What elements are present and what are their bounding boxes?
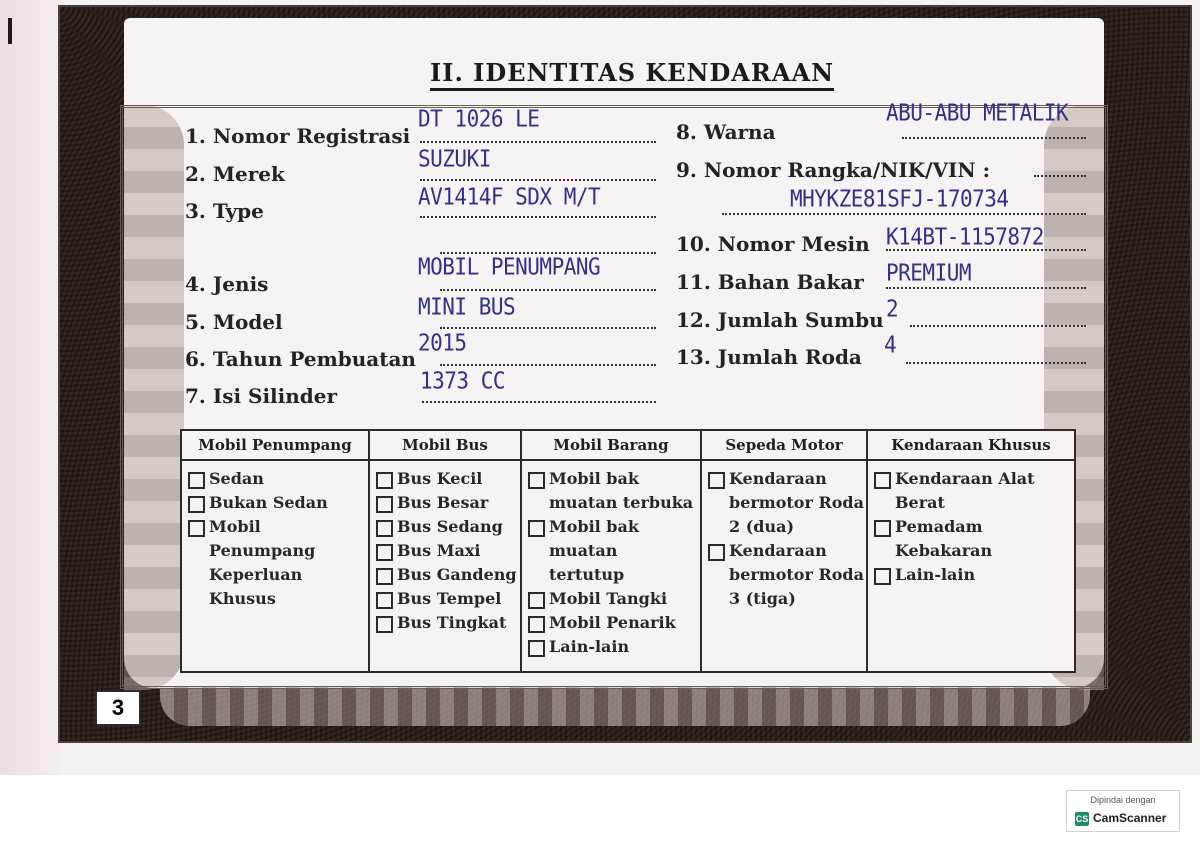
checkbox[interactable]	[528, 520, 545, 537]
field-value-bahan-bakar: PREMIUM	[886, 259, 972, 286]
dotted-line	[440, 325, 656, 329]
checkbox[interactable]	[528, 616, 545, 633]
field-label-jumlah-sumbu: 12. Jumlah Sumbu	[676, 308, 884, 332]
field-value-nomor-rangka: MHYKZE81SFJ-170734	[790, 185, 1009, 212]
category-header: Mobil Bus	[369, 430, 521, 460]
checkbox[interactable]	[376, 472, 393, 489]
dotted-line	[1034, 173, 1086, 177]
checkbox[interactable]	[376, 520, 393, 537]
checkbox[interactable]	[708, 472, 725, 489]
field-value-model: MINI BUS	[418, 293, 516, 320]
dotted-line	[902, 135, 1086, 139]
field-value-jumlah-roda: 4	[884, 331, 897, 358]
category-option[interactable]: Bus Kecil	[376, 467, 518, 491]
category-option[interactable]: Bus Gandeng	[376, 563, 518, 587]
checkbox[interactable]	[376, 496, 393, 513]
category-option[interactable]: Bus Besar	[376, 491, 518, 515]
page-number: 3	[95, 690, 141, 726]
category-header: Kendaraan Khusus	[867, 430, 1075, 460]
field-label-bahan-bakar: 11. Bahan Bakar	[676, 270, 864, 294]
category-option[interactable]: Mobil Tangki	[528, 587, 698, 611]
category-option[interactable]: Lain-lain	[874, 563, 1072, 587]
category-option[interactable]: Mobil Penarik	[528, 611, 698, 635]
field-label-tahun-pembuatan: 6. Tahun Pembuatan	[185, 347, 416, 371]
field-value-nomor-registrasi: DT 1026 LE	[418, 105, 540, 132]
field-label-nomor-registrasi: 1. Nomor Registrasi	[185, 124, 411, 148]
bottom-guilloche-border	[160, 686, 1090, 726]
checkbox[interactable]	[188, 520, 205, 537]
category-option[interactable]: Bus Sedang	[376, 515, 518, 539]
category-column	[701, 460, 867, 672]
category-option[interactable]: Mobil bak muatan tertutup	[528, 515, 698, 587]
checkbox[interactable]	[188, 496, 205, 513]
category-header: Mobil Penumpang	[181, 430, 369, 460]
checkbox[interactable]	[528, 640, 545, 657]
page-edge	[0, 0, 60, 775]
field-value-warna: ABU-ABU METALIK	[886, 99, 1069, 126]
checkbox[interactable]	[708, 544, 725, 561]
field-value-jumlah-sumbu: 2	[886, 295, 899, 322]
scan-mark	[8, 18, 12, 44]
field-label-model: 5. Model	[185, 310, 283, 334]
checkbox[interactable]	[874, 472, 891, 489]
category-column	[521, 460, 701, 672]
field-value-tahun-pembuatan: 2015	[418, 329, 467, 356]
category-option[interactable]: Bukan Sedan	[188, 491, 366, 515]
category-option[interactable]: Kendaraan bermotor Roda 3 (tiga)	[708, 539, 864, 611]
checkbox[interactable]	[188, 472, 205, 489]
vehicle-category-table	[180, 429, 1076, 673]
dotted-line	[906, 360, 1086, 364]
field-label-merek: 2. Merek	[185, 162, 285, 186]
checkbox[interactable]	[874, 520, 891, 537]
category-column	[867, 460, 1075, 672]
field-value-type: AV1414F SDX M/T	[418, 183, 601, 210]
checkbox[interactable]	[376, 568, 393, 585]
checkbox[interactable]	[376, 544, 393, 561]
category-option[interactable]: Bus Tingkat	[376, 611, 518, 635]
camscanner-watermark	[1066, 790, 1180, 832]
checkbox[interactable]	[376, 616, 393, 633]
category-option[interactable]: Mobil Penumpang Keperluan Khusus	[188, 515, 366, 611]
category-column	[181, 460, 369, 672]
category-option[interactable]: Kendaraan bermotor Roda 2 (dua)	[708, 467, 864, 539]
checkbox[interactable]	[376, 592, 393, 609]
dotted-line	[910, 323, 1086, 327]
field-value-isi-silinder: 1373 CC	[420, 367, 506, 394]
field-value-merek: SUZUKI	[418, 145, 491, 172]
field-value-nomor-mesin: K14BT-1157872	[886, 223, 1044, 250]
category-option[interactable]: Pemadam Kebakaran	[874, 515, 1072, 563]
field-label-jumlah-roda: 13. Jumlah Roda	[676, 345, 862, 369]
dotted-line	[420, 177, 656, 181]
dotted-line	[420, 214, 656, 218]
section-title: II. IDENTITAS KENDARAAN	[430, 58, 834, 87]
watermark-brand: CS CamScanner	[1075, 811, 1167, 825]
category-option[interactable]: Lain-lain	[528, 635, 698, 659]
checkbox[interactable]	[528, 592, 545, 609]
category-option[interactable]: Bus Tempel	[376, 587, 518, 611]
category-option[interactable]: Bus Maxi	[376, 539, 518, 563]
checkbox[interactable]	[874, 568, 891, 585]
category-option[interactable]: Sedan	[188, 467, 366, 491]
left-guilloche-border	[124, 105, 184, 690]
dotted-line	[440, 287, 656, 291]
dotted-line	[440, 362, 656, 366]
field-label-isi-silinder: 7. Isi Silinder	[185, 384, 338, 408]
field-value-jenis: MOBIL PENUMPANG	[418, 253, 601, 280]
dotted-line	[420, 139, 656, 143]
field-label-nomor-rangka: 9. Nomor Rangka/NIK/VIN :	[676, 158, 990, 182]
camscanner-icon: CS	[1075, 814, 1089, 824]
watermark-caption: Dipindai dengan	[1090, 795, 1156, 805]
field-label-nomor-mesin: 10. Nomor Mesin	[676, 232, 870, 256]
field-label-warna: 8. Warna	[676, 120, 776, 144]
category-column	[369, 460, 521, 672]
checkbox[interactable]	[528, 472, 545, 489]
field-label-type: 3. Type	[185, 199, 264, 223]
category-header: Sepeda Motor	[701, 430, 867, 460]
field-label-jenis: 4. Jenis	[185, 272, 269, 296]
category-option[interactable]: Mobil bak muatan terbuka	[528, 467, 698, 515]
dotted-line	[422, 399, 656, 403]
category-option[interactable]: Kendaraan Alat Berat	[874, 467, 1072, 515]
category-header: Mobil Barang	[521, 430, 701, 460]
